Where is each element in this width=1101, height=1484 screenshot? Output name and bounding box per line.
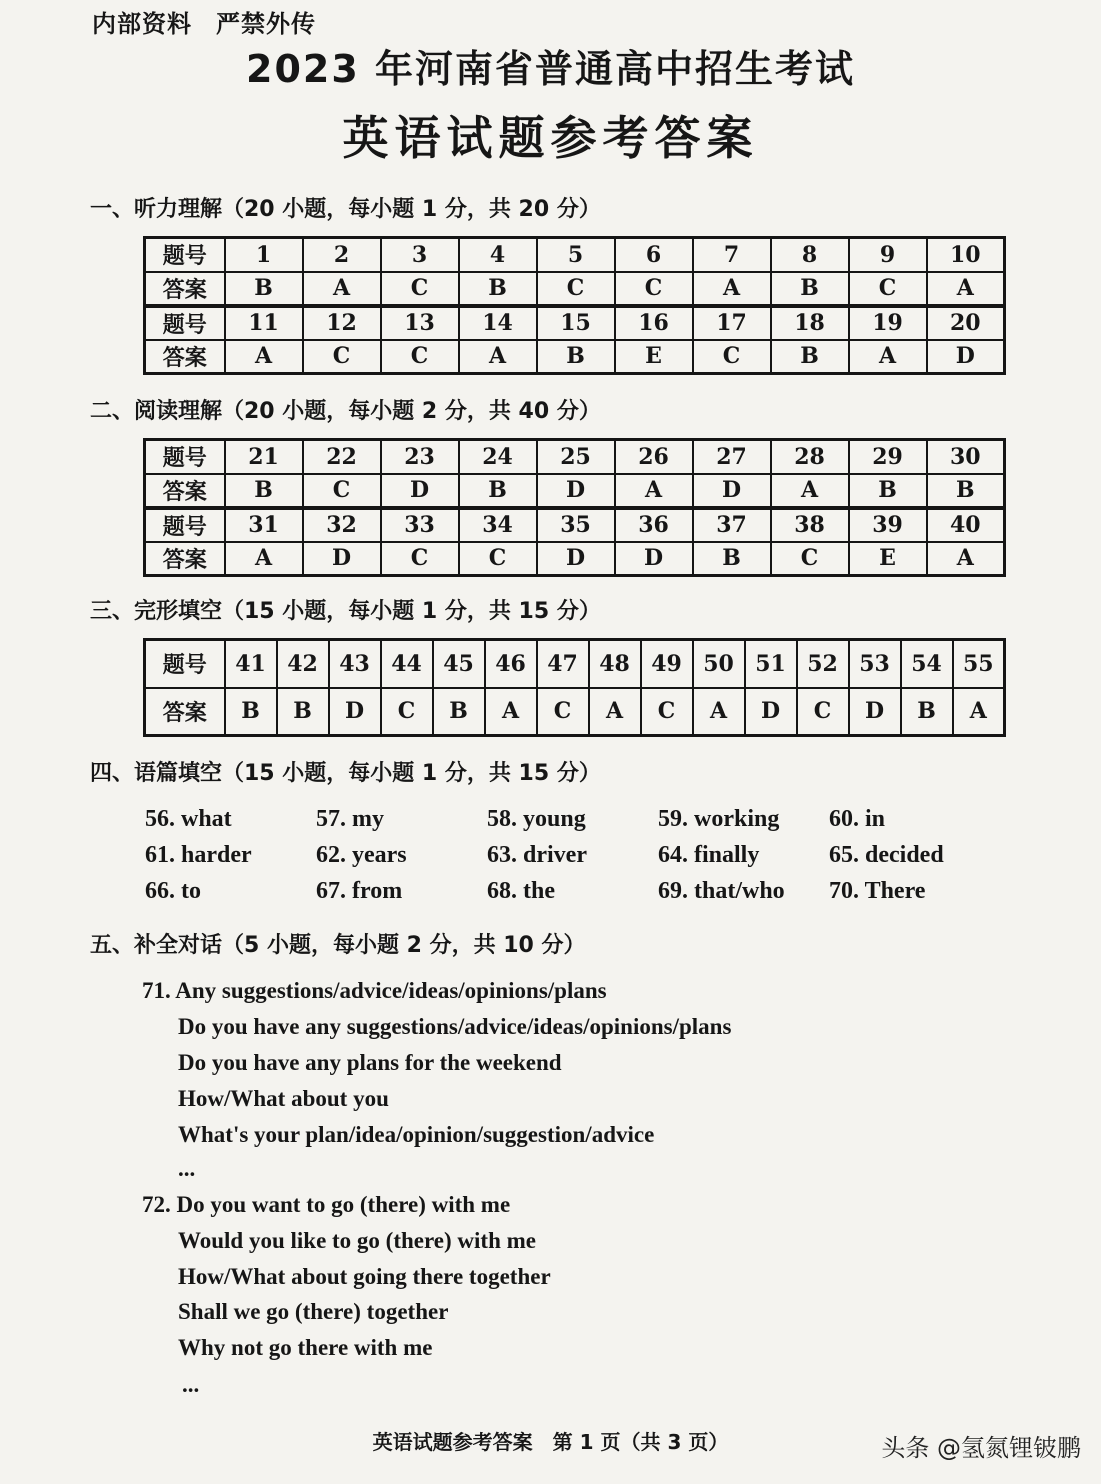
section-dialogue-title: 五、补全对话（5 小题，每小题 2 分，共 10 分） — [90, 933, 586, 958]
answer-cell: C — [381, 688, 433, 736]
number-cell: 49 — [641, 640, 693, 688]
q72-alt: How/What about going there together — [178, 1264, 551, 1289]
table-row — [145, 508, 1005, 542]
fill-answer-item: 68. the — [487, 878, 555, 904]
number-cell: 25 — [537, 440, 615, 474]
number-cell: 17 — [693, 306, 771, 340]
answer-cell: B — [459, 474, 537, 508]
answer-cell: B — [225, 474, 303, 508]
number-cell: 5 — [537, 238, 615, 272]
fill-answer-item: 63. driver — [487, 842, 587, 868]
q72-alt: Why not go there with me — [178, 1335, 433, 1360]
table-row — [145, 238, 1005, 272]
number-cell: 50 — [693, 640, 745, 688]
number-cell: 29 — [849, 440, 927, 474]
fill-answer-item: 66. to — [145, 878, 201, 904]
answer-cell: C — [381, 542, 459, 576]
answer-cell: B — [927, 474, 1005, 508]
answer-cell: D — [927, 340, 1005, 374]
section-cloze-title: 三、完形填空（15 小题，每小题 1 分，共 15 分） — [90, 599, 601, 624]
header-cell-number: 题号 — [145, 508, 225, 542]
answer-cell: A — [927, 272, 1005, 306]
answer-cell: A — [927, 542, 1005, 576]
number-cell: 39 — [849, 508, 927, 542]
number-cell: 42 — [277, 640, 329, 688]
answer-cell: C — [849, 272, 927, 306]
answer-cell: E — [849, 542, 927, 576]
answer-cell: B — [537, 340, 615, 374]
tag-no-distribution: 严禁外传 — [216, 10, 316, 38]
table-row — [145, 440, 1005, 474]
table-row — [145, 640, 1005, 688]
fill-answer-item: 60. in — [829, 806, 886, 832]
number-cell: 4 — [459, 238, 537, 272]
number-cell: 45 — [433, 640, 485, 688]
number-cell: 51 — [745, 640, 797, 688]
answer-cell: D — [537, 474, 615, 508]
answer-cell: D — [381, 474, 459, 508]
number-cell: 2 — [303, 238, 381, 272]
answer-cell: C — [303, 474, 381, 508]
answer-cell: B — [459, 272, 537, 306]
answer-cell: D — [537, 542, 615, 576]
answer-cell: C — [303, 340, 381, 374]
number-cell: 3 — [381, 238, 459, 272]
answer-cell: B — [849, 474, 927, 508]
q71-ellipsis: ... — [178, 1156, 196, 1181]
page-footer: 英语试题参考答案 第 1 页（共 3 页） — [372, 1430, 729, 1454]
answer-cell: D — [303, 542, 381, 576]
tag-internal: 内部资料 — [92, 10, 192, 38]
q71-alt: Do you have any plans for the weekend — [178, 1050, 562, 1075]
answer-cell: D — [615, 542, 693, 576]
answer-cell: A — [485, 688, 537, 736]
answer-cell: D — [849, 688, 901, 736]
number-cell: 43 — [329, 640, 381, 688]
number-cell: 6 — [615, 238, 693, 272]
answer-cell: C — [381, 272, 459, 306]
answer-cell: B — [225, 688, 277, 736]
q72-alt: Would you like to go (there) with me — [178, 1228, 536, 1253]
answer-cell: C — [615, 272, 693, 306]
number-cell: 23 — [381, 440, 459, 474]
number-cell: 34 — [459, 508, 537, 542]
number-cell: 47 — [537, 640, 589, 688]
answer-cell: B — [225, 272, 303, 306]
number-cell: 22 — [303, 440, 381, 474]
fill-answer-item: 64. finally — [658, 842, 760, 868]
answer-cell: D — [745, 688, 797, 736]
answer-cell: C — [641, 688, 693, 736]
number-cell: 35 — [537, 508, 615, 542]
number-cell: 1 — [225, 238, 303, 272]
fill-answer-item: 61. harder — [145, 842, 252, 868]
answer-cell: D — [329, 688, 381, 736]
fill-answer-item: 57. my — [316, 806, 384, 832]
answer-cell: A — [693, 688, 745, 736]
number-cell: 55 — [953, 640, 1005, 688]
header-cell-answer: 答案 — [145, 340, 225, 374]
number-cell: 10 — [927, 238, 1005, 272]
listening-answer-table — [143, 236, 1006, 375]
fill-answer-item: 58. young — [487, 806, 586, 832]
answer-cell: A — [615, 474, 693, 508]
answer-cell: B — [771, 340, 849, 374]
answer-cell: A — [303, 272, 381, 306]
answer-cell: A — [589, 688, 641, 736]
table-row — [145, 306, 1005, 340]
answer-cell: B — [901, 688, 953, 736]
q71-alt: How/What about you — [178, 1086, 389, 1111]
number-cell: 19 — [849, 306, 927, 340]
answer-cell: B — [277, 688, 329, 736]
fill-answer-item: 62. years — [316, 842, 407, 868]
number-cell: 30 — [927, 440, 1005, 474]
fill-answer-item: 56. what — [145, 806, 232, 832]
answer-cell: A — [953, 688, 1005, 736]
fill-answer-item: 70. There — [829, 878, 926, 904]
header-cell-number: 题号 — [145, 306, 225, 340]
section-listening-title: 一、听力理解（20 小题，每小题 1 分，共 20 分） — [90, 197, 601, 222]
answer-cell: C — [693, 340, 771, 374]
number-cell: 46 — [485, 640, 537, 688]
confidential-tag — [92, 4, 316, 39]
fill-answer-item: 65. decided — [829, 842, 944, 868]
number-cell: 26 — [615, 440, 693, 474]
q71-alt: Do you have any suggestions/advice/ideas/opinions/plans — [178, 1014, 732, 1039]
q72-lead: 72. Do you want to go (there) with me — [142, 1192, 511, 1217]
fill-answer-item: 59. working — [658, 806, 780, 832]
answer-cell: B — [771, 272, 849, 306]
number-cell: 38 — [771, 508, 849, 542]
number-cell: 7 — [693, 238, 771, 272]
answer-cell: B — [693, 542, 771, 576]
table-row — [145, 688, 1005, 736]
number-cell: 24 — [459, 440, 537, 474]
answer-cell: A — [771, 474, 849, 508]
q71-lead: 71. Any suggestions/advice/ideas/opinions/plans — [142, 978, 607, 1003]
answer-cell: A — [693, 272, 771, 306]
watermark: 头条 @氢氮锂铍鹏 — [881, 1434, 1081, 1462]
header-cell-answer: 答案 — [145, 272, 225, 306]
answer-cell: C — [797, 688, 849, 736]
number-cell: 52 — [797, 640, 849, 688]
number-cell: 21 — [225, 440, 303, 474]
number-cell: 31 — [225, 508, 303, 542]
number-cell: 18 — [771, 306, 849, 340]
section-reading-title: 二、阅读理解（20 小题，每小题 2 分，共 40 分） — [90, 399, 601, 424]
number-cell: 44 — [381, 640, 433, 688]
number-cell: 12 — [303, 306, 381, 340]
number-cell: 16 — [615, 306, 693, 340]
q72-ellipsis: ... — [182, 1372, 200, 1397]
header-cell-answer: 答案 — [145, 688, 225, 736]
answer-cell: C — [537, 272, 615, 306]
header-cell-number: 题号 — [145, 640, 225, 688]
number-cell: 41 — [225, 640, 277, 688]
answer-cell: C — [459, 542, 537, 576]
fill-answer-item: 67. from — [316, 878, 403, 904]
number-cell: 37 — [693, 508, 771, 542]
number-cell: 54 — [901, 640, 953, 688]
exam-title: 2023 年河南省普通高中招生考试 — [246, 47, 855, 91]
answer-cell: B — [433, 688, 485, 736]
answer-cell: A — [225, 542, 303, 576]
table-row — [145, 340, 1005, 374]
answer-cell: C — [771, 542, 849, 576]
answer-cell: A — [225, 340, 303, 374]
cloze-answer-table — [143, 638, 1006, 737]
number-cell: 14 — [459, 306, 537, 340]
number-cell: 9 — [849, 238, 927, 272]
number-cell: 11 — [225, 306, 303, 340]
q72-alt: Shall we go (there) together — [178, 1299, 449, 1324]
number-cell: 36 — [615, 508, 693, 542]
answer-cell: C — [381, 340, 459, 374]
number-cell: 28 — [771, 440, 849, 474]
table-row — [145, 542, 1005, 576]
section-passage-fill-title: 四、语篇填空（15 小题，每小题 1 分，共 15 分） — [90, 761, 601, 786]
answer-cell: E — [615, 340, 693, 374]
answer-cell: D — [693, 474, 771, 508]
answer-cell: A — [459, 340, 537, 374]
table-row — [145, 474, 1005, 508]
number-cell: 27 — [693, 440, 771, 474]
reading-answer-table — [143, 438, 1006, 577]
number-cell: 32 — [303, 508, 381, 542]
number-cell: 15 — [537, 306, 615, 340]
number-cell: 8 — [771, 238, 849, 272]
table-row — [145, 272, 1005, 306]
header-cell-number: 题号 — [145, 238, 225, 272]
number-cell: 53 — [849, 640, 901, 688]
answer-cell: C — [537, 688, 589, 736]
number-cell: 13 — [381, 306, 459, 340]
number-cell: 33 — [381, 508, 459, 542]
header-cell-number: 题号 — [145, 440, 225, 474]
answer-key-title: 英语试题参考答案 — [342, 111, 759, 165]
number-cell: 20 — [927, 306, 1005, 340]
q71-alt: What's your plan/idea/opinion/suggestion/advice — [178, 1122, 655, 1147]
fill-answer-item: 69. that/who — [658, 878, 785, 904]
answer-cell: A — [849, 340, 927, 374]
number-cell: 40 — [927, 508, 1005, 542]
number-cell: 48 — [589, 640, 641, 688]
header-cell-answer: 答案 — [145, 474, 225, 508]
header-cell-answer: 答案 — [145, 542, 225, 576]
